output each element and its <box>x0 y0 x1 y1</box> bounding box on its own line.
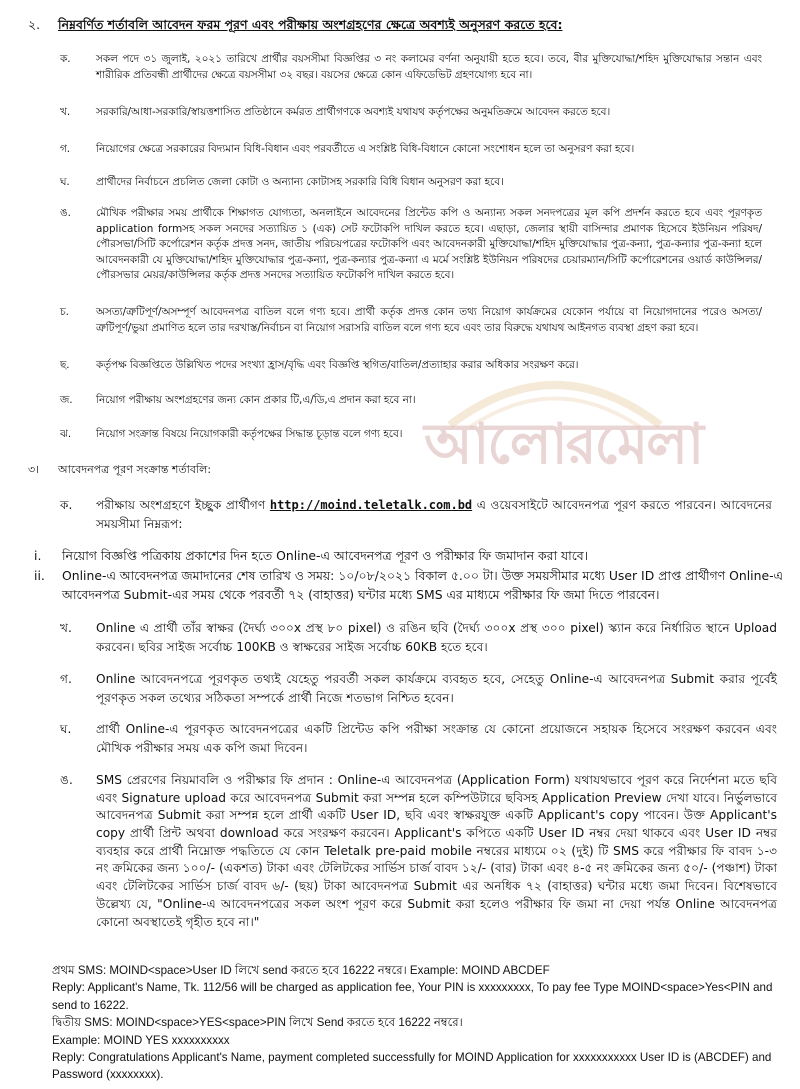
item-number: ঘ. <box>60 722 72 736</box>
item-text: Online এ প্রার্থী তাঁর স্বাক্ষর (দৈর্ঘ্য ৩০০x প্রস্থ ৮০ pixel) ও রঙিন ছবি (দৈর্ঘ্য ৩০০x প্রস্থ ৩০০ pixel) স্ক্যান করে নির্ধারিত স্থানে Upload করবেন। ছবির সাইজ সর্বোচ্চ 100KB ও স্বাক্ষরের সাইজ সর্বোচ্চ 60KB হতে হবে। <box>96 621 777 655</box>
item-number: চ. <box>60 306 69 318</box>
item-number: ছ. <box>60 359 70 371</box>
item-text: মৌখিক পরীক্ষার সময় প্রার্থীকে শিক্ষাগত যোগ্যতা, অনলাইনে আবেদনের প্রিন্টেড কপি ও অন্যান্য সকল সনদপত্রের মূল কপি প্রদর্শন করতে হবে এবং পূরণকৃত application formসহ সকল সনদের সত্যায়িত ১ (এক) সেট ফটোকপি দাখিল করতে হবে। এছাড়া, জেলার স্থায়ী বাসিন্দার প্রমাণক হিসেবে ইউনিয়ন পরিষদ/পৌরসভা/সিটি কর্পোরেশন কর্তৃক প্রদত্ত সনদ, জাতীয় পরিচয়পত্রের ফটোকপি এবং আবেদনকারী মুক্তিযোদ্ধা/শহিদ মুক্তিযোদ্ধার পুত্র-কন্যা, পুত্র-কন্যার পুত্র-কন্যা হলে আবেদনকারী যে মুক্তিযোদ্ধা/শহিদ মুক্তিযোদ্ধার পুত্র-কন্যা, পুত্র-কন্যার পুত্র-কন্যা এ মর্মে সংশ্লিষ্ট ইউনিয়ন পরিষদের চেয়ারম্যান/সিটি কর্পোরেশনের ওয়ার্ড কাউন্সিলর/পৌরসভার মেয়র/কাউন্সিলর কর্তৃক প্রদত্ত সনদের সত্যায়িত ফটোকপি দাখিল করতে হবে। <box>96 207 762 282</box>
list-item <box>34 567 794 604</box>
item-text: নিয়োগ পরীক্ষায় অংশগ্রহণের জন্য কোন প্রকার টি,এ/ডি,এ প্রদান করা হবে না। <box>96 394 416 406</box>
sms-line: Reply: Applicant's Name, Tk. 112/56 will be charged as application fee, Your PIN is xxxxxxxxx, To pay fee Type MOIND<space>Yes<PIN and send to 16222. <box>52 981 773 1012</box>
item-number: খ. <box>60 621 72 635</box>
list-item <box>32 496 772 535</box>
item-number: ক. <box>60 498 73 512</box>
website-link[interactable]: http://moind.teletalk.com.bd <box>269 498 473 512</box>
list-item <box>32 305 762 336</box>
item-text: নিয়োগের ক্ষেত্রে সরকারের বিদ্যমান বিধি-বিধান এবং পরবর্তীতে এ সংশ্লিষ্ট বিধি-বিধানে কোনো সংশোধন হলে তা অনুসরণ করা হবে। <box>96 143 635 155</box>
watermark-text: আলোরমেলা <box>424 412 703 477</box>
item-text: নিয়োগ বিজ্ঞপ্তি পত্রিকায় প্রকাশের দিন হতে Online-এ আবেদনপত্র পূরণ ও পরীক্ষার ফি জমাদান করা যাবে। <box>62 548 589 563</box>
section-title: আবেদনপত্র পূরণ সংক্রান্ত শর্তাবলি: <box>58 463 212 476</box>
list-item <box>34 547 794 566</box>
sms-line: প্রথম SMS: MOIND<space>User ID লিখে send করতে হবে 16222 নম্বরে। Example: MOIND ABCDEF <box>52 964 550 977</box>
item-text: সকল পদে ৩১ জুলাই, ২০২১ তারিখে প্রার্থীর বয়সসীমা বিজ্ঞপ্তির ৩ নং কলামের বর্ণনা অনুযায়ী হতে হবে। তবে, বীর মুক্তিযোদ্ধা/শহিদ মুক্তিযোদ্ধার সন্তান এবং শারীরিক প্রতিবন্ধী প্রার্থীদের ক্ষেত্রে বয়সসীমা ৩২ বছর। বয়সের ক্ষেত্রে কোন এফিডেভিট গ্রহণযোগ্য হবে না। <box>96 53 762 81</box>
item-text: সরকারি/আধা-সরকারি/স্বায়ত্তশাসিত প্রতিষ্ঠানে কর্মরত প্রার্থীগণকে অবশ্যই যথাযথ কর্তৃপক্ষের অনুমতিক্রমে আবেদন করতে হবে। <box>96 106 611 118</box>
sms-line: দ্বিতীয় SMS: MOIND<space>YES<space>PIN লিখে Send করতে হবে 16222 নম্বরে। <box>52 1016 463 1030</box>
item-text: কর্তৃপক্ষ বিজ্ঞপ্তিতে উল্লিখিত পদের সংখ্যা হ্রাস/বৃদ্ধি এবং বিজ্ঞপ্তি স্থগিত/বাতিল/প্রত্যাহার করার অধিকার সংরক্ষণ করে। <box>96 359 579 371</box>
list-item <box>32 142 762 158</box>
list-item <box>32 206 762 284</box>
section-number: ৩। <box>28 463 40 476</box>
item-number: গ. <box>60 672 72 686</box>
item-text: প্রার্থীদের নির্বাচনে প্রচলিত জেলা কোটা ও অন্যান্য কোটাসহ সরকারি বিধি বিধান অনুসরণ করা হবে। <box>96 176 504 188</box>
sms-line: Example: MOIND YES xxxxxxxxxx <box>52 1033 230 1047</box>
item-number: গ. <box>60 143 71 155</box>
section-number: ২. <box>28 17 41 32</box>
item-number: ঙ. <box>60 773 73 787</box>
item-text: নিয়োগ সংক্রান্ত বিষয়ে নিয়োগকারী কর্তৃপক্ষের সিদ্ধান্ত চূড়ান্ত বলে গণ্য হবে। <box>96 428 403 440</box>
item-text: অসত্য/ত্রুটিপূর্ণ/অসম্পূর্ণ আবেদনপত্র বাতিল বলে গণ্য হবে। প্রার্থী কর্তৃক প্রদত্ত কোন তথ্য নিয়োগ কার্যক্রমের যেকোন পর্যায়ে বা নিয়োগদানের পরেও অসত্য/ত্রুটিপূর্ণ/ভুয়া প্রমাণিত হলে তার দরখাস্ত/নির্বাচন বা নিয়োগ সরাসরি বাতিল বলে গণ্য হবে এবং তার বিরুদ্ধে যথাযথ আইনগত ব্যবস্থা গ্রহণ করা হবে। <box>96 306 762 334</box>
item-text: প্রার্থী Online-এ পূরণকৃত আবেদনপত্রের একটি প্রিন্টেড কপি পরীক্ষা সংক্রান্ত যে কোনো প্রয়োজনে সহায়ক হিসেবে সংরক্ষণ করবেন এবং মৌখিক পরীক্ষার সময় এক কপি জমা দিবেন। <box>96 722 777 756</box>
list-item <box>32 720 777 759</box>
item-number: খ. <box>60 106 71 118</box>
item-text: Online আবেদনপত্রে পূরণকৃত তথ্যই যেহেতু পরবর্তী সকল কার্যক্রমে ব্যবহৃত হবে, সেহেতু Online-এ আবেদনপত্র Submit করার পূর্বেই পূরণকৃত সকল তথ্যের সঠিকতা সম্পর্কে প্রার্থী নিজে শতভাগ নিশ্চিত হবেন। <box>96 672 777 706</box>
sms-instructions <box>52 962 792 1084</box>
item-number: ঝ. <box>60 428 72 440</box>
item-text: পরীক্ষায় অংশগ্রহণে ইচ্ছুক প্রার্থীগণ http://moind.teletalk.com.bd এ ওয়েবসাইটে আবেদনপত্র পূরণ করতে পারবেন। আবেদনের সময়সীমা নিম্নরূপ: <box>96 498 773 532</box>
sms-line: Reply: Congratulations Applicant's Name, payment completed successfully for MOIND Application for xxxxxxxxxxx User ID is (ABCDEF) and Password (xxxxxxxx). <box>52 1050 772 1082</box>
item-number: ঙ. <box>60 207 71 219</box>
item-number: ii. <box>34 568 45 583</box>
item-number: i. <box>34 548 42 563</box>
item-text: Online-এ আবেদনপত্র জমাদানের শেষ তারিখ ও সময়: ১০/০৮/২০২১ বিকাল ৫.০০ টা। উক্ত সময়সীমার মধ্যে User ID প্রাপ্ত প্রার্থীগণ Online-এ আবেদনপত্র Submit-এর সময় থেকে পরবর্তী ৭২ (বাহাত্তর) ঘন্টার মধ্যে SMS এর মাধ্যমে পরীক্ষার ফি জমা দিতে পারবেন। <box>62 568 783 602</box>
section-title: নিম্নবর্ণিত শর্তাবলি আবেদন ফরম পূরণ এবং পরীক্ষায় অংশগ্রহণের ক্ষেত্রে অবশ্যই অনুসরণ করতে হবে: <box>58 17 563 32</box>
item-number: ক. <box>60 53 71 65</box>
list-item <box>32 175 762 191</box>
list-item <box>32 105 762 121</box>
list-item <box>32 670 777 709</box>
item-number: ঘ. <box>60 176 70 188</box>
list-item <box>32 52 762 83</box>
watermark-logo <box>410 365 703 495</box>
list-item <box>32 772 777 931</box>
item-number: জ. <box>60 394 73 406</box>
item-text: SMS প্রেরণের নিয়মাবলি ও পরীক্ষার ফি প্রদান : Online-এ আবেদনপত্র (Application Form) যথাযথভাবে পূরণ করে নির্দেশনা মতে ছবি এবং Signature upload করে আবেদনপত্র Submit করা সম্পন্ন হলে কম্পিউটারে ছবিসহ Application Preview দেখা যাবে। নির্ভুলভাবে আবেদনপত্র Submit করা সম্পন্ন হলে প্রার্থী একটি User ID, ছবি এবং স্বাক্ষরযুক্ত একটি Applicant's copy পাবেন। উক্ত Applicant's copy প্রার্থী প্রিন্ট অথবা download করে সংরক্ষণ করবেন। Applicant's কপিতে একটি User ID নম্বর দেয়া থাকবে এবং User ID নম্বর ব্যবহার করে প্রার্থী নিম্নোক্ত পদ্ধতিতে যে কোন Teletalk pre-paid mobile নম্বরের মাধ্যমে ০২ (দুই) টি SMS করে পরীক্ষার ফি বাবদ ১-৩ নং ক্রমিকের জন্য ১০০/- (একশত) টাকা এবং টেলিটকের সার্ভিস চার্জ বাবদ ১২/- (বার) টাকা এবং ৪-৫ নং ক্রমিকের জন্য ৫০/- (পঞ্চাশ) টাকা এবং টেলিটকের সার্ভিস চার্জ বাবদ ৬/- (ছয়) টাকা আবেদনপত্র Submit এর অনধিক ৭২ (বাহাত্তর) ঘন্টার মধ্যে জমা দিবেন। বিশেষভাবে উল্লেখ্য যে, "Online-এ আবেদনপত্রের সকল অংশ পূরণ করে Submit করা হলেও পরীক্ষার ফি জমা না দেয়া পর্যন্ত Online আবেদনপত্র কোনো অবস্থাতেই গৃহীত হবে না।" <box>96 773 777 929</box>
list-item <box>32 619 777 658</box>
